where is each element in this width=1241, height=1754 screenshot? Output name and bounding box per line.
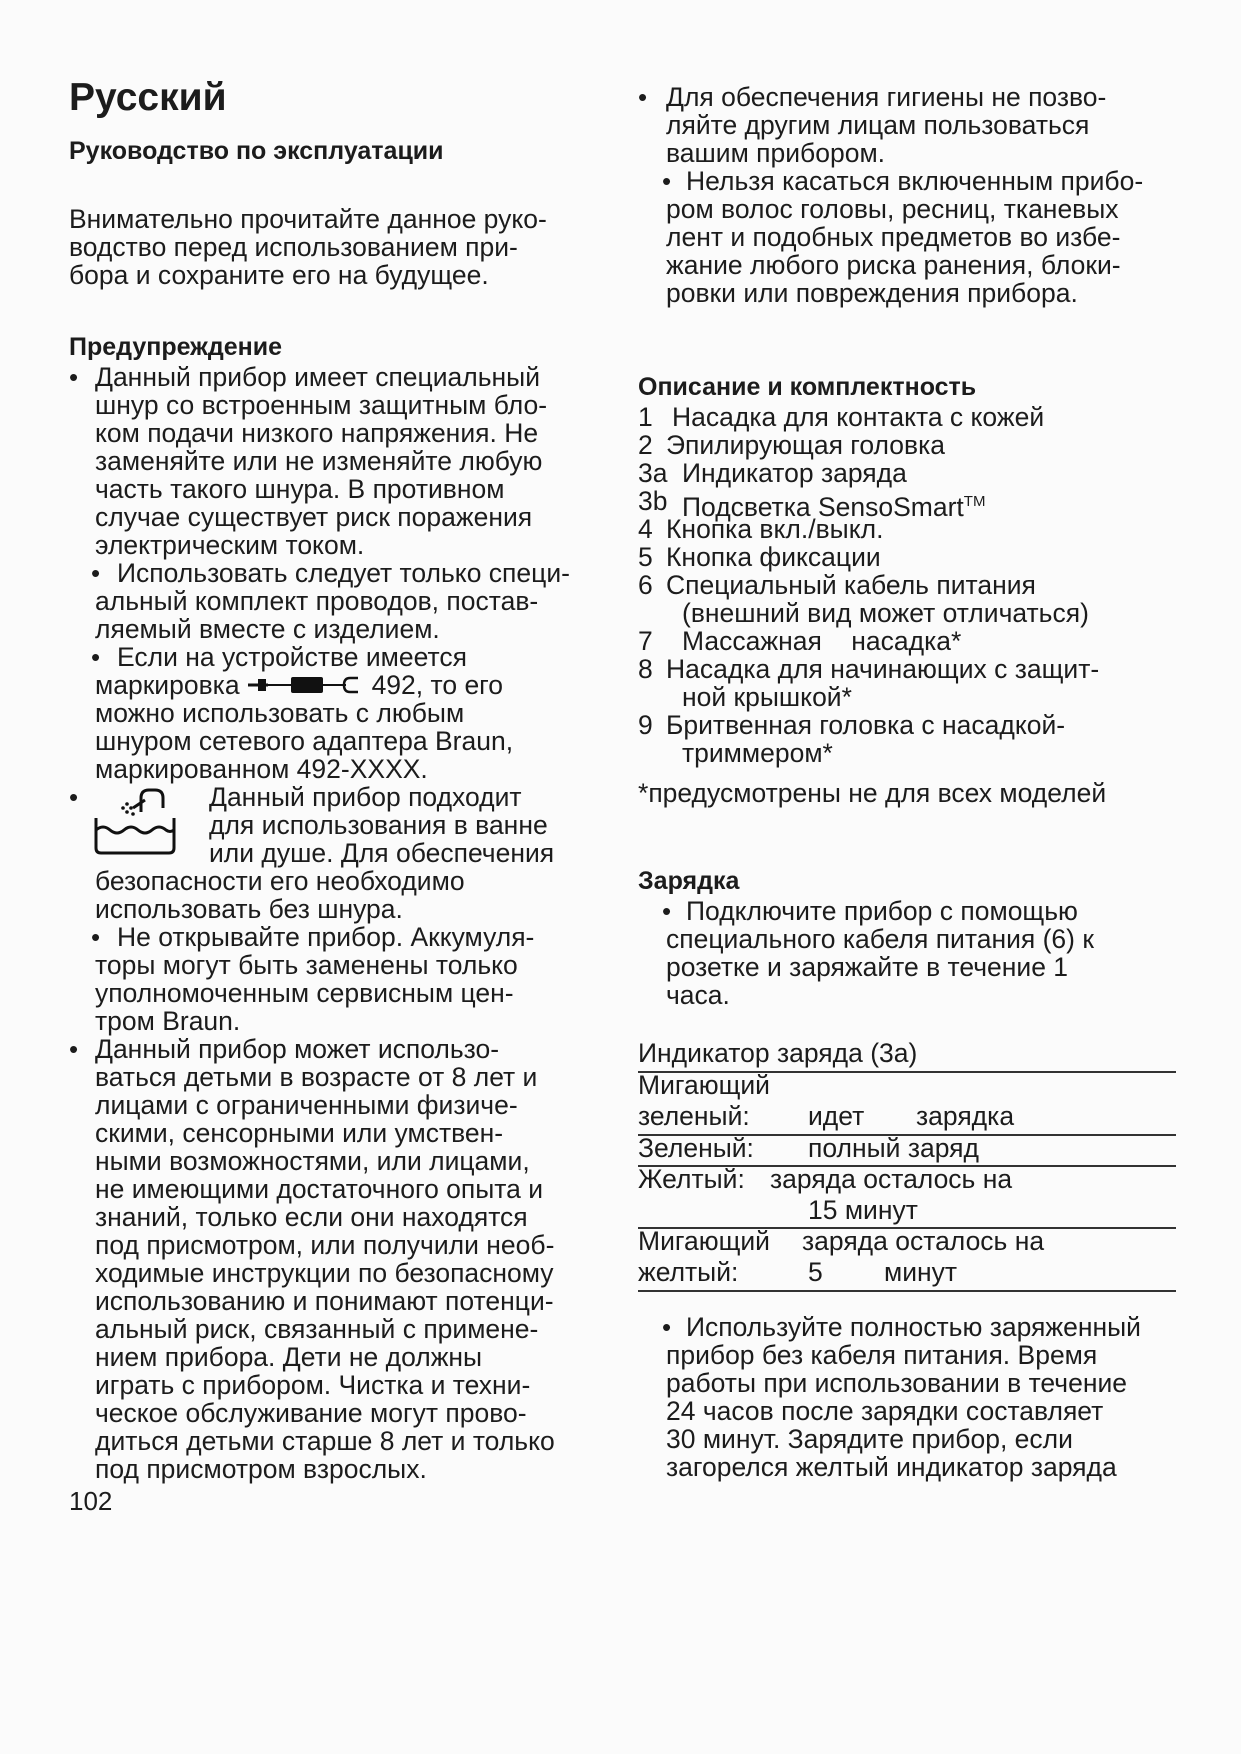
table-cell: желтый: xyxy=(638,1257,739,1287)
bullet: • xyxy=(69,782,79,812)
table-cell: Мигающий xyxy=(638,1070,770,1100)
warning-text: Для обеспечения гигиены не позво- xyxy=(666,82,1107,112)
warning-text: Нельзя касаться включенным прибо- xyxy=(686,166,1144,196)
warning-text: диться детьми старше 8 лет и только xyxy=(95,1426,555,1456)
bullet: • xyxy=(638,82,648,112)
warning-text: 492, то его xyxy=(371,670,504,700)
part-label: Насадка для контакта с кожей xyxy=(672,402,1045,432)
table-cell: заряда осталось на xyxy=(802,1226,1045,1256)
page-number: 102 xyxy=(69,1486,113,1516)
part-label: Кнопка вкл./выкл. xyxy=(666,514,884,544)
part-number: 8 xyxy=(638,654,653,684)
warning-text: под присмотром, или получили необ- xyxy=(95,1230,555,1260)
warning-text: для использования в ванне xyxy=(209,810,548,840)
warning-text: ком подачи низкого напряжения. Не xyxy=(95,418,539,448)
warning-text: ческое обслуживание могут прово- xyxy=(95,1398,527,1428)
warning-text: ходимые инструкции по безопасному xyxy=(95,1258,554,1288)
warning-text: тром Braun. xyxy=(95,1006,241,1036)
warning-text: жание любого риска ранения, блоки- xyxy=(666,250,1121,280)
bullet: • xyxy=(91,922,101,952)
part-label: Индикатор заряда xyxy=(682,458,907,488)
part-number: 7 xyxy=(638,626,653,656)
page-subtitle: Руководство по эксплуатации xyxy=(69,137,444,165)
charging-text: специального кабеля питания (6) к xyxy=(666,924,1094,954)
bullet: • xyxy=(91,558,101,588)
charging-text: работы при использовании в течение xyxy=(666,1368,1128,1398)
table-cell: заряда осталось на xyxy=(770,1164,1013,1194)
description-heading: Описание и комплектность xyxy=(638,373,977,401)
intro-line: водство перед использованием при- xyxy=(69,232,518,262)
charging-text: розетке и заряжайте в течение 1 xyxy=(666,952,1069,982)
part-label: Специальный кабель питания xyxy=(666,570,1036,600)
warning-text: маркировка xyxy=(95,670,240,700)
table-cell: полный заряд xyxy=(808,1133,979,1163)
warning-text: не имеющими достаточного опыта и xyxy=(95,1174,544,1204)
table-cell: Желтый: xyxy=(638,1164,745,1194)
warning-text: Использовать следует только специ- xyxy=(117,558,570,588)
charging-text: 30 минут. Зарядите прибор, если xyxy=(666,1424,1073,1454)
part-label-continued: ной крышкой* xyxy=(682,682,852,712)
warning-text: лент и подобных предметов во избе- xyxy=(666,222,1121,252)
warning-text: случае существует риск поражения xyxy=(95,502,533,532)
charging-heading: Зарядка xyxy=(638,867,740,895)
warning-text: шнур со встроенным защитным бло- xyxy=(95,390,548,420)
warning-heading: Предупреждение xyxy=(69,333,283,361)
part-label: Эпилирующая головка xyxy=(666,430,946,460)
warning-text: Не открывайте прибор. Аккумуля- xyxy=(117,922,535,952)
warning-text: электрическим током. xyxy=(95,530,365,560)
bath-shower-icon xyxy=(93,786,179,856)
intro-line: Внимательно прочитайте данное руко- xyxy=(69,204,547,234)
charging-text: 24 часов после зарядки составляет xyxy=(666,1396,1104,1426)
warning-text: ляемый вместе с изделием. xyxy=(95,614,440,644)
bullet: • xyxy=(662,1312,672,1342)
charging-text: часа. xyxy=(666,980,730,1010)
warning-text: нием прибора. Дети не должны xyxy=(95,1342,483,1372)
table-cell: минут xyxy=(884,1257,958,1287)
warning-text: ляйте другим лицам пользоваться xyxy=(666,110,1090,140)
warning-text: играть с прибором. Чистка и техни- xyxy=(95,1370,531,1400)
bullet: • xyxy=(91,642,101,672)
part-number: 6 xyxy=(638,570,653,600)
table-cell: Зеленый: xyxy=(638,1133,754,1163)
part-number: 4 xyxy=(638,514,653,544)
trademark-mark: TM xyxy=(963,493,986,510)
table-cell: зарядка xyxy=(916,1101,1015,1131)
part-label: Насадка для начинающих с защит- xyxy=(666,654,1100,684)
part-number: 2 xyxy=(638,430,653,460)
warning-text: безопасности его необходимо xyxy=(95,866,465,896)
part-label: Бритвенная головка с насадкой- xyxy=(666,710,1066,740)
power-cord-marking-icon xyxy=(246,674,366,696)
bullet: • xyxy=(662,896,672,926)
warning-text: лицами с ограниченными физиче- xyxy=(95,1090,518,1120)
table-caption: Индикатор заряда (3а) xyxy=(638,1038,918,1068)
table-cell: 5 xyxy=(808,1257,823,1287)
warning-text: торы могут быть заменены только xyxy=(95,950,518,980)
bullet: • xyxy=(662,166,672,196)
part-label-continued: (внешний вид может отличаться) xyxy=(682,598,1089,628)
page-title: Русский xyxy=(69,76,227,119)
table-cell: идет xyxy=(808,1101,865,1131)
bullet: • xyxy=(69,1034,79,1064)
warning-text: альный комплект проводов, постав- xyxy=(95,586,539,616)
table-cell: 15 минут xyxy=(808,1195,918,1225)
warning-text: альный риск, связанный с примене- xyxy=(95,1314,539,1344)
part-number: 3b xyxy=(638,486,668,516)
warning-text: использованию и понимают потенци- xyxy=(95,1286,554,1316)
part-label-continued: триммером* xyxy=(682,738,833,768)
warning-text: часть такого шнура. В противном xyxy=(95,474,505,504)
charging-text: Используйте полностью заряженный xyxy=(686,1312,1141,1342)
warning-text: Данный прибор подходит xyxy=(209,782,522,812)
part-label: Кнопка фиксации xyxy=(666,542,881,572)
warning-text-with-symbol xyxy=(95,670,503,701)
warning-text: ром волос головы, ресниц, тканевых xyxy=(666,194,1119,224)
part-label: Подсветка SensoSmart xyxy=(682,491,964,522)
part-number: 1 xyxy=(638,402,653,432)
part-number: 5 xyxy=(638,542,653,572)
warning-text: уполномоченным сервисным цен- xyxy=(95,978,514,1008)
table-rule xyxy=(638,1290,1176,1292)
part-number: 3a xyxy=(638,458,668,488)
warning-text: заменяйте или не изменяйте любую xyxy=(95,446,543,476)
warning-text: можно использовать с любым xyxy=(95,698,465,728)
intro-line: бора и сохраните его на будущее. xyxy=(69,260,489,290)
warning-text: ровки или повреждения прибора. xyxy=(666,278,1078,308)
charging-text: Подключите прибор с помощью xyxy=(686,896,1078,926)
warning-text: использовать без шнура. xyxy=(95,894,403,924)
warning-text: Если на устройстве имеется xyxy=(117,642,467,672)
charging-text: загорелся желтый индикатор заряда xyxy=(666,1452,1117,1482)
warning-text: знаний, только если они находятся xyxy=(95,1202,528,1232)
warning-text: скими, сенсорными или умствен- xyxy=(95,1118,504,1148)
warning-text: под присмотром взрослых. xyxy=(95,1454,427,1484)
table-cell: Мигающий xyxy=(638,1226,770,1256)
warning-text: или душе. Для обеспечения xyxy=(209,838,555,868)
warning-text: вашим прибором. xyxy=(666,138,886,168)
warning-text: шнуром сетевого адаптера Braun, xyxy=(95,726,514,756)
warning-text: ваться детьми в возрасте от 8 лет и xyxy=(95,1062,538,1092)
part-label: Массажная насадка* xyxy=(682,626,962,656)
table-cell: зеленый: xyxy=(638,1101,750,1131)
warning-text: Данный прибор имеет специальный xyxy=(95,362,541,392)
warning-text: Данный прибор может использо- xyxy=(95,1034,500,1064)
warning-text: ными возможностями, или лицами, xyxy=(95,1146,530,1176)
part-number: 9 xyxy=(638,710,653,740)
footnote: *предусмотрены не для всех моделей xyxy=(638,778,1107,808)
charging-text: прибор без кабеля питания. Время xyxy=(666,1340,1098,1370)
bullet: • xyxy=(69,362,79,392)
warning-text: маркированном 492-XXXX. xyxy=(95,754,428,784)
